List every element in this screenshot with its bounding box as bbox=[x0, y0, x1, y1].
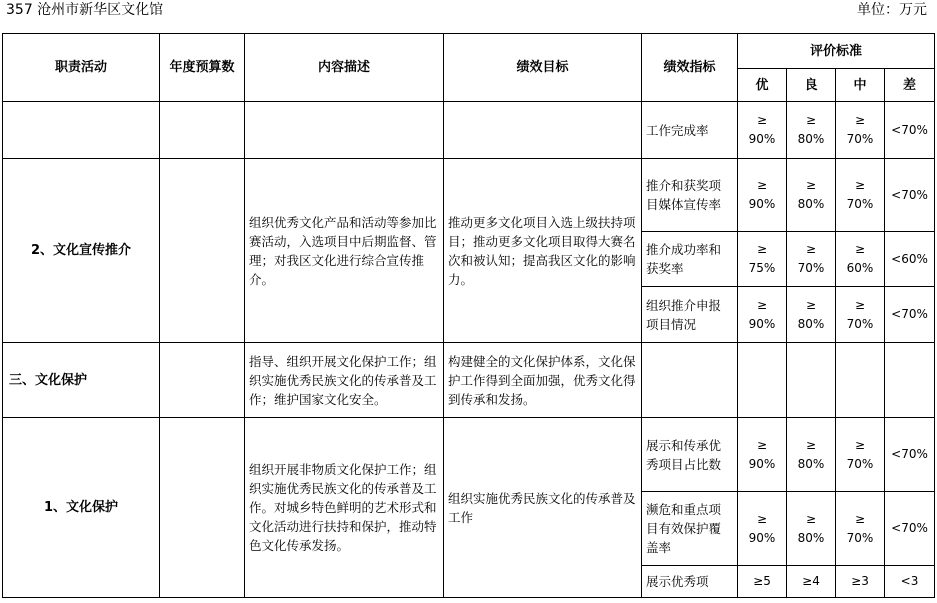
table-row bbox=[3, 102, 935, 159]
grade-poor-cell: <60% bbox=[885, 232, 935, 287]
grade-good-cell: ≥ 80% bbox=[787, 418, 836, 492]
header-description: 内容描述 bbox=[245, 34, 444, 102]
goal-cell: 构建健全的文化保护体系，文化保护工作得到全面加强，优秀文化得到传承和发扬。 bbox=[444, 343, 642, 418]
indicator-cell: 濒危和重点项目有效保护覆盖率 bbox=[642, 492, 738, 566]
empty-cell bbox=[787, 343, 836, 418]
grade-poor-cell: <70% bbox=[885, 102, 935, 159]
grade-poor-cell: <70% bbox=[885, 287, 935, 343]
description-cell: 组织优秀文化产品和活动等参加比赛活动，入选项目中后期监督、管理；对我区文化进行综合宣传推介。 bbox=[245, 159, 444, 343]
grade-medium-cell: ≥ 70% bbox=[836, 159, 885, 232]
header-activity: 职责活动 bbox=[3, 34, 160, 102]
grade-medium-cell: ≥3 bbox=[836, 566, 885, 598]
header-row-1 bbox=[3, 34, 935, 69]
empty-cell bbox=[160, 102, 245, 159]
grade-poor-cell: <70% bbox=[885, 492, 935, 566]
header-goal: 绩效目标 bbox=[444, 34, 642, 102]
grade-excellent-cell: ≥5 bbox=[738, 566, 787, 598]
grade-poor-cell: <70% bbox=[885, 418, 935, 492]
description-cell: 组织开展非物质文化保护工作；组织实施优秀民族文化的传承普及工作。对城乡特色鲜明的艺术形式和文化活动进行扶持和保护，推动特色文化传承发扬。 bbox=[245, 418, 444, 598]
performance-table bbox=[2, 33, 935, 598]
grade-excellent-cell: ≥ 90% bbox=[738, 492, 787, 566]
indicator-cell: 推介和获奖项目媒体宣传率 bbox=[642, 159, 738, 232]
header-criteria: 评价标准 bbox=[738, 34, 935, 69]
empty-cell bbox=[836, 343, 885, 418]
indicator-cell: 展示优秀项 bbox=[642, 566, 738, 598]
grade-medium-cell: ≥ 60% bbox=[836, 232, 885, 287]
empty-cell bbox=[885, 343, 935, 418]
grade-excellent-cell: ≥ 75% bbox=[738, 232, 787, 287]
table-row bbox=[3, 343, 935, 418]
header-grade-poor: 差 bbox=[885, 69, 935, 102]
activity-cell: 1、文化保护 bbox=[3, 418, 160, 598]
grade-medium-cell: ≥ 70% bbox=[836, 418, 885, 492]
budget-cell bbox=[160, 343, 245, 418]
budget-cell bbox=[160, 159, 245, 343]
header-budget: 年度预算数 bbox=[160, 34, 245, 102]
activity-cell: 2、文化宣传推介 bbox=[3, 159, 160, 343]
grade-good-cell: ≥ 80% bbox=[787, 102, 836, 159]
header-grade-good: 良 bbox=[787, 69, 836, 102]
empty-cell bbox=[245, 102, 444, 159]
grade-medium-cell: ≥ 70% bbox=[836, 102, 885, 159]
activity-cell: 三、文化保护 bbox=[3, 343, 160, 418]
grade-poor-cell: <3 bbox=[885, 566, 935, 598]
grade-poor-cell: <70% bbox=[885, 159, 935, 232]
budget-cell bbox=[160, 418, 245, 598]
empty-cell bbox=[3, 102, 160, 159]
grade-excellent-cell: ≥ 90% bbox=[738, 418, 787, 492]
description-cell: 指导、组织开展文化保护工作；组织实施优秀民族文化的传承普及工作；维护国家文化安全。 bbox=[245, 343, 444, 418]
grade-medium-cell: ≥ 70% bbox=[836, 287, 885, 343]
grade-excellent-cell: ≥ 90% bbox=[738, 287, 787, 343]
document-title: 357 沧州市新华区文化馆 bbox=[6, 2, 164, 18]
header-indicator: 绩效指标 bbox=[642, 34, 738, 102]
indicator-cell: 展示和传承优秀项目占比数 bbox=[642, 418, 738, 492]
grade-medium-cell: ≥ 70% bbox=[836, 492, 885, 566]
grade-excellent-cell: ≥ 90% bbox=[738, 159, 787, 232]
grade-good-cell: ≥ 80% bbox=[787, 159, 836, 232]
goal-cell: 推动更多文化项目入选上级扶持项目；推动更多文化项目取得大赛名次和被认知；提高我区文化的影响力。 bbox=[444, 159, 642, 343]
header-grade-medium: 中 bbox=[836, 69, 885, 102]
grade-good-cell: ≥4 bbox=[787, 566, 836, 598]
goal-cell: 组织实施优秀民族文化的传承普及工作 bbox=[444, 418, 642, 598]
empty-cell bbox=[444, 102, 642, 159]
grade-good-cell: ≥ 80% bbox=[787, 287, 836, 343]
grade-good-cell: ≥ 70% bbox=[787, 232, 836, 287]
indicator-cell: 组织推介申报项目情况 bbox=[642, 287, 738, 343]
grade-good-cell: ≥ 80% bbox=[787, 492, 836, 566]
table-row bbox=[3, 418, 935, 492]
header-grade-excellent: 优 bbox=[738, 69, 787, 102]
indicator-cell: 推介成功率和获奖率 bbox=[642, 232, 738, 287]
table-row bbox=[3, 159, 935, 232]
unit-label: 单位：万元 bbox=[857, 2, 927, 18]
empty-cell bbox=[738, 343, 787, 418]
indicator-cell: 工作完成率 bbox=[642, 102, 738, 159]
grade-excellent-cell: ≥ 90% bbox=[738, 102, 787, 159]
empty-cell bbox=[642, 343, 738, 418]
